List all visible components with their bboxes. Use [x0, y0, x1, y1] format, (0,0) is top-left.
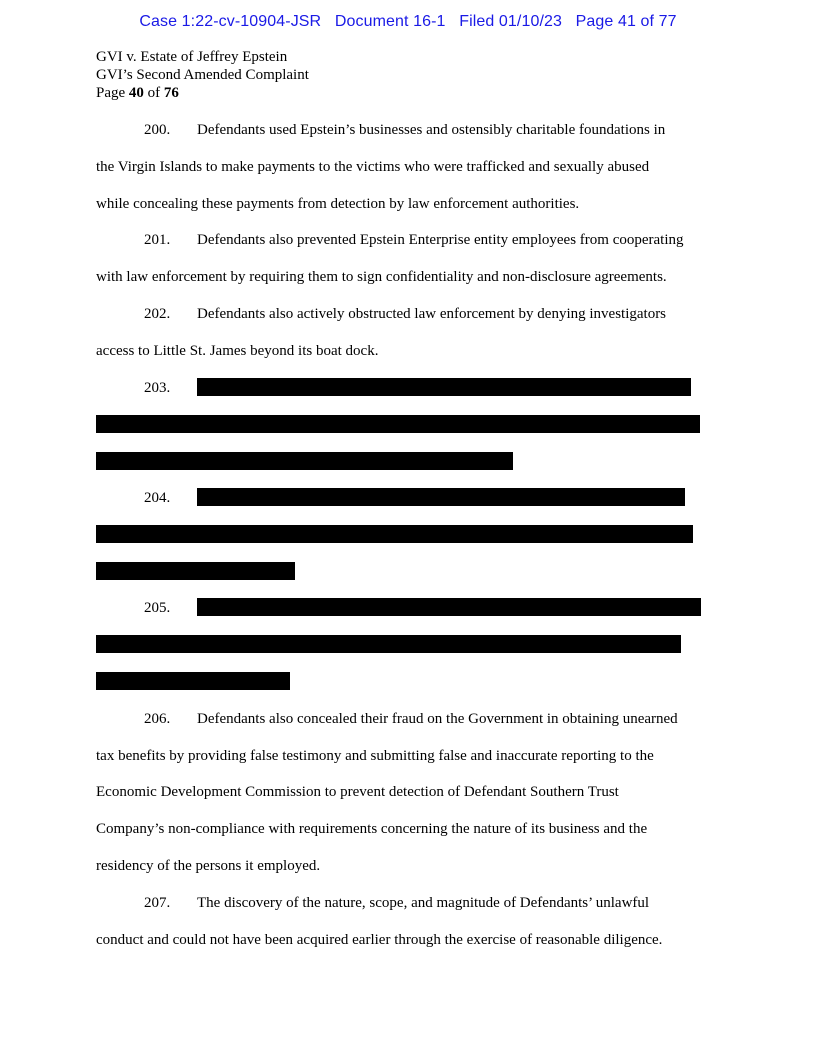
caption-page-number: Page 40 of 76: [96, 85, 179, 101]
case-number: Case 1:22-cv-10904-JSR: [139, 13, 322, 30]
paragraph-number: 203.: [144, 380, 171, 396]
redaction-bar: [96, 452, 513, 470]
paragraph-line: tax benefits by providing false testimony and submitting false and inaccurate reporting to the: [96, 748, 654, 764]
redaction-bar: [96, 635, 681, 653]
paragraph-line: while concealing these payments from detection by law enforcement authorities.: [96, 196, 580, 212]
paragraph-line: Defendants also actively obstructed law enforcement by denying investigators: [197, 306, 667, 322]
paragraph-line: with law enforcement by requiring them to sign confidentiality and non-disclosure agreements.: [96, 269, 667, 285]
paragraph-number: 205.: [144, 600, 171, 616]
paragraph-line: The discovery of the nature, scope, and magnitude of Defendants’ unlawful: [197, 895, 650, 911]
filed-date: Filed 01/10/23: [459, 13, 563, 30]
document-number: Document 16-1: [334, 13, 446, 30]
paragraph-line: Company’s non-compliance with requirements concerning the nature of its business and the: [96, 821, 648, 837]
document-caption: [96, 48, 309, 102]
redaction-bar: [197, 378, 691, 396]
paragraph-number: 207.: [144, 895, 171, 911]
paragraph-line: Defendants used Epstein’s businesses and ostensibly charitable foundations in: [197, 122, 666, 138]
paragraph-line: access to Little St. James beyond its boat dock.: [96, 343, 379, 359]
paragraph-number: 206.: [144, 711, 171, 727]
paragraph-line: Defendants also concealed their fraud on the Government in obtaining unearned: [197, 711, 678, 727]
caption-document-title: GVI’s Second Amended Complaint: [96, 67, 309, 83]
redaction-bar: [197, 488, 685, 506]
paragraph-number: 202.: [144, 306, 171, 322]
caption-case-title: GVI v. Estate of Jeffrey Epstein: [96, 49, 288, 65]
paragraph-number: 200.: [144, 122, 171, 138]
paragraph-number: 201.: [144, 232, 171, 248]
paragraph-line: the Virgin Islands to make payments to the victims who were trafficked and sexually abused: [96, 159, 650, 175]
redaction-bar: [197, 598, 701, 616]
paragraph-line: conduct and could not have been acquired earlier through the exercise of reasonable diligence.: [96, 932, 663, 948]
redaction-bar: [96, 525, 693, 543]
ecf-page-number: Page 41 of 77: [575, 13, 677, 30]
redaction-bar: [96, 562, 295, 580]
paragraph-line: Economic Development Commission to prevent detection of Defendant Southern Trust: [96, 784, 619, 800]
paragraph-line: Defendants also prevented Epstein Enterprise entity employees from cooperating: [197, 232, 684, 248]
redaction-bar: [96, 415, 700, 433]
paragraph-number: 204.: [144, 490, 171, 506]
paragraph-line: residency of the persons it employed.: [96, 858, 321, 874]
redaction-bar: [96, 672, 290, 690]
ecf-filing-header: [0, 13, 816, 31]
